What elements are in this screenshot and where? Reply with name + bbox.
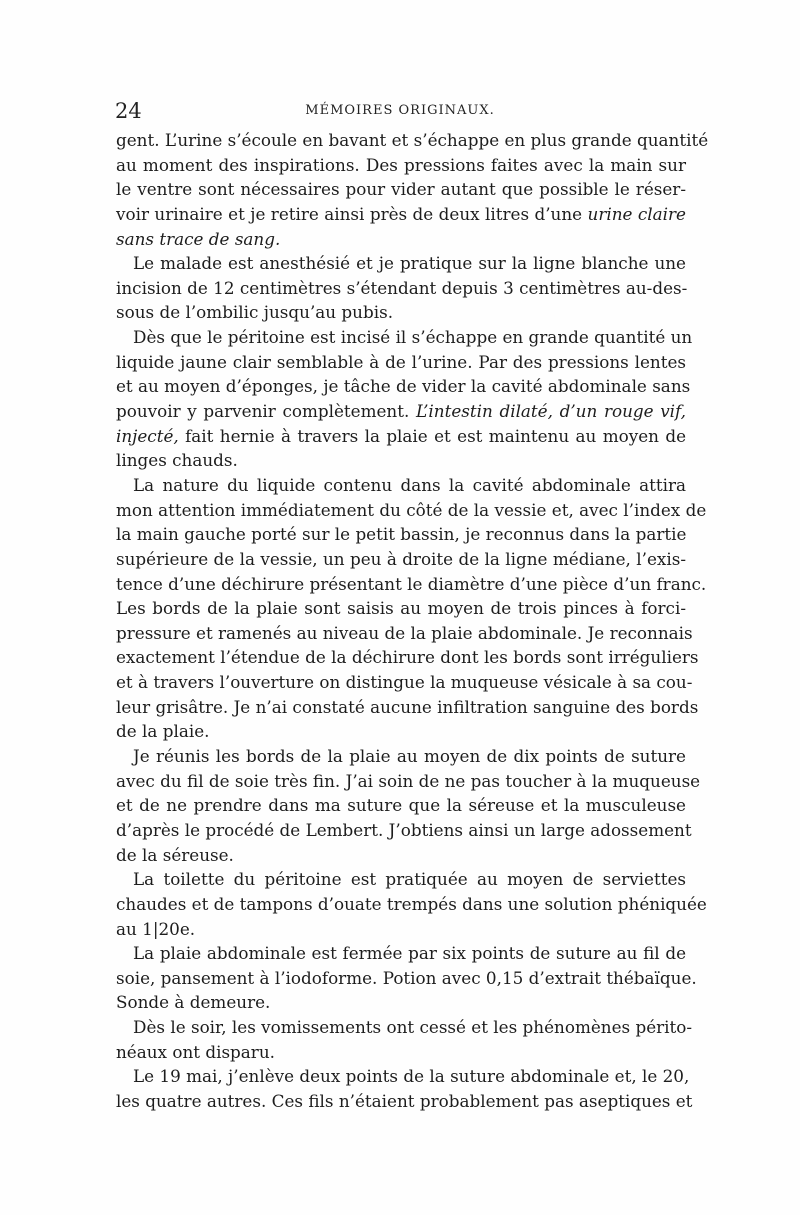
text-segment: liquide jaune clair semblable à de l’urine. Par des pressions lentes <box>116 351 686 372</box>
text-segment: La nature du liquide contenu dans la cavité abdominale attira <box>133 474 686 495</box>
text-segment: mon attention immédiatement du côté de la vessie et, avec l’index de <box>116 499 707 520</box>
text-line <box>116 843 686 868</box>
text-line <box>116 769 701 794</box>
text-line <box>116 498 707 523</box>
text-segment: Sonde à demeure. <box>116 992 271 1013</box>
italic-text-segment: L’intestin dilaté, d’un rouge vif, <box>415 401 686 422</box>
text-segment: tence d’une déchirure présentant le diamètre d’une pièce d’un franc. <box>116 573 707 594</box>
text-segment: soie, pansement à l’iodoforme. Potion avec 0,15 d’extrait thébaïque. <box>116 967 697 988</box>
text-line <box>116 522 686 547</box>
italic-text-segment: sans trace de sang. <box>116 228 281 249</box>
text-line <box>116 276 686 301</box>
text-line <box>116 300 686 325</box>
text-line <box>116 818 692 843</box>
text-segment: Le malade est anesthésié et je pratique sur la ligne blanche une <box>133 253 686 274</box>
text-segment: Dès que le péritoine est incisé il s’échappe en grande quantité un <box>133 327 693 348</box>
page-number: 24 <box>115 99 142 123</box>
text-segment: leur grisâtre. Je n’ai constaté aucune infiltration sanguine des bords <box>116 696 699 717</box>
running-head: MÉMOIRES ORIGINAUX. <box>305 103 495 118</box>
text-line <box>116 1015 693 1040</box>
text-segment: la main gauche porté sur le petit bassin, je reconnus dans la partie <box>116 524 687 545</box>
text-segment: et de ne prendre dans ma suture que la séreuse et la musculeuse <box>116 795 686 816</box>
text-line <box>116 424 686 449</box>
text-segment: Je réunis les bords de la plaie au moyen de dix points de suture <box>133 746 686 767</box>
text-segment: incision de 12 centimètres s’étendant depuis 3 centimètres au-des- <box>116 277 688 298</box>
text-line <box>116 572 707 597</box>
body-text <box>116 128 709 1114</box>
text-line <box>116 547 686 572</box>
text-segment: avec du fil de soie très fin. J’ai soin de ne pas toucher à la muqueuse <box>116 770 701 791</box>
text-line <box>116 596 686 621</box>
text-segment: Le 19 mai, j’enlève deux points de la suture abdominale et, le 20, <box>133 1066 690 1087</box>
text-line <box>116 448 686 473</box>
text-segment: au 1|20e. <box>116 918 196 939</box>
text-line <box>116 1040 686 1065</box>
text-line <box>116 473 686 498</box>
text-line <box>116 645 699 670</box>
text-line <box>116 917 686 942</box>
text-segment: La plaie abdominale est fermée par six points de suture au fil de <box>133 943 686 964</box>
text-line <box>116 1089 693 1114</box>
text-segment: exactement l’étendue de la déchirure dont les bords sont irréguliers <box>116 647 699 668</box>
text-segment: les quatre autres. Ces fils n’étaient probablement pas aseptiques et <box>116 1090 693 1111</box>
text-line <box>116 793 686 818</box>
text-segment: de la séreuse. <box>116 844 234 865</box>
text-line <box>116 128 709 153</box>
text-segment: au moment des inspirations. Des pressions faites avec la main sur <box>116 154 686 175</box>
text-segment: sous de l’ombilic jusqu’au pubis. <box>116 302 394 323</box>
text-line <box>116 670 693 695</box>
text-segment: d’après le procédé de Lembert. J’obtiens ainsi un large adossement <box>116 819 692 840</box>
text-segment: néaux ont disparu. <box>116 1041 275 1062</box>
text-line <box>116 990 686 1015</box>
text-line <box>116 966 697 991</box>
text-segment: chaudes et de tampons d’ouate trempés dans une solution phéniquée <box>116 893 707 914</box>
text-line <box>116 251 686 276</box>
text-segment: Les bords de la plaie sont saisis au moyen de trois pinces à forci- <box>116 598 686 619</box>
italic-text-segment: urine claire <box>587 203 686 224</box>
text-line <box>116 867 686 892</box>
text-line <box>116 325 693 350</box>
text-line <box>116 399 686 424</box>
text-line <box>116 177 686 202</box>
text-segment: La toilette du péritoine est pratiquée au moyen de serviettes <box>133 869 686 890</box>
text-segment: pressure et ramenés au niveau de la plaie abdominale. Je reconnais <box>116 622 693 643</box>
text-segment: Dès le soir, les vomissements ont cessé et les phénomènes périto- <box>133 1017 693 1038</box>
text-line <box>116 153 686 178</box>
text-segment: linges chauds. <box>116 450 238 471</box>
text-line <box>116 695 699 720</box>
text-line <box>116 892 707 917</box>
text-segment: gent. L’urine s’écoule en bavant et s’échappe en plus grande quantité <box>116 130 709 150</box>
text-line <box>116 719 686 744</box>
text-segment: supérieure de la vessie, un peu à droite de la ligne médiane, l’exis- <box>116 548 686 569</box>
text-line <box>116 1064 690 1089</box>
text-segment: le ventre sont nécessaires pour vider autant que possible le réser- <box>116 179 686 200</box>
text-segment: et au moyen d’éponges, je tâche de vider la cavité abdominale sans <box>116 376 691 397</box>
text-line <box>116 350 686 375</box>
text-segment: et à travers l’ouverture on distingue la muqueuse vésicale à sa cou- <box>116 672 693 693</box>
text-line <box>116 744 686 769</box>
text-line <box>116 374 691 399</box>
text-segment: de la plaie. <box>116 721 210 742</box>
page-header <box>115 96 685 126</box>
text-line <box>116 202 686 227</box>
text-line <box>116 621 693 646</box>
text-line <box>116 227 686 252</box>
text-line <box>116 941 686 966</box>
text-segment: fait hernie à travers la plaie et est maintenu au moyen de <box>178 425 686 446</box>
italic-text-segment: injecté, <box>116 425 179 446</box>
text-segment: pouvoir y parvenir complètement. <box>116 401 416 422</box>
text-segment: voir urinaire et je retire ainsi près de deux litres d’une <box>116 203 588 224</box>
